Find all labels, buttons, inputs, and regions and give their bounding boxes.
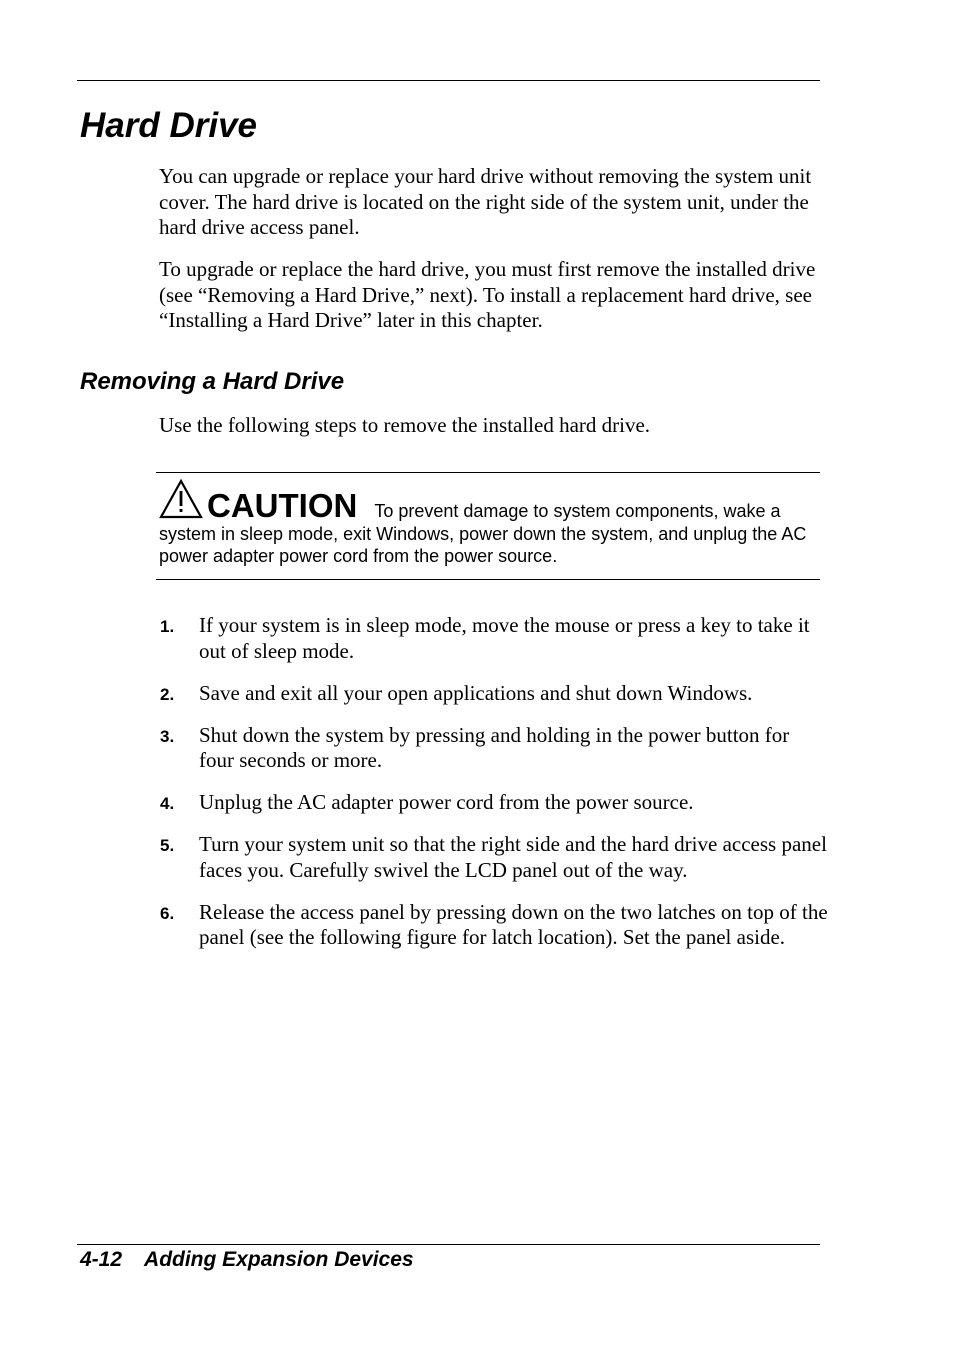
page-number: 4-12 (80, 1248, 123, 1271)
intro-paragraph: You can upgrade or replace your hard drive without removing the system unit cover. The hard drive is located on the right side of the system unit, under the hard drive access panel. (159, 164, 812, 239)
step-text: Turn your system unit so that the right side and the hard drive access panel faces you. Carefully swivel the LCD panel out of the way. (199, 832, 827, 882)
caution-text: To prevent damage to system components, wake a system in sleep mode, exit Windows, power down the system, and unplug the AC power adapter power cord from the power source. (159, 501, 807, 566)
step-item (159, 790, 829, 816)
page-title: Hard Drive (80, 106, 258, 145)
footer-rule (77, 1244, 820, 1245)
warning-triangle-icon (159, 479, 203, 519)
step-item (159, 832, 829, 883)
step-item (159, 613, 829, 664)
page-footer (80, 1246, 414, 1274)
section-intro: Use the following steps to remove the installed hard drive. (159, 413, 651, 437)
caution-box (156, 472, 820, 580)
caution-label: CAUTION (207, 487, 358, 524)
step-text: Release the access panel by pressing down on the two latches on top of the panel (see the following figure for latch location). Set the panel aside. (199, 899, 828, 949)
header-rule (77, 80, 820, 81)
step-item (159, 681, 829, 707)
step-number: 2. (160, 684, 175, 704)
step-item (159, 900, 829, 951)
step-number: 3. (160, 726, 175, 746)
intro-paragraph: To upgrade or replace the hard drive, you must first remove the installed drive (see “Removing a Hard Drive,” next). To install a replacement hard drive, see “Installing a Hard Drive” later in this chapter. (159, 257, 816, 332)
step-number: 5. (160, 836, 175, 855)
step-number: 1. (160, 617, 175, 636)
section-heading: Removing a Hard Drive (80, 368, 345, 395)
step-text: Shut down the system by pressing and holding in the power button for four seconds or more. (199, 722, 790, 772)
step-number: 4. (160, 794, 175, 813)
steps-list (159, 613, 829, 967)
caution-notice (159, 479, 822, 568)
step-number: 6. (160, 903, 175, 923)
chapter-title: Adding Expansion Devices (144, 1248, 414, 1271)
step-text: Save and exit all your open applications and shut down Windows. (199, 680, 753, 705)
step-item (159, 723, 829, 774)
step-text: Unplug the AC adapter power cord from the power source. (199, 790, 694, 814)
step-text: If your system is in sleep mode, move the mouse or press a key to take it out of sleep mode. (199, 613, 810, 663)
